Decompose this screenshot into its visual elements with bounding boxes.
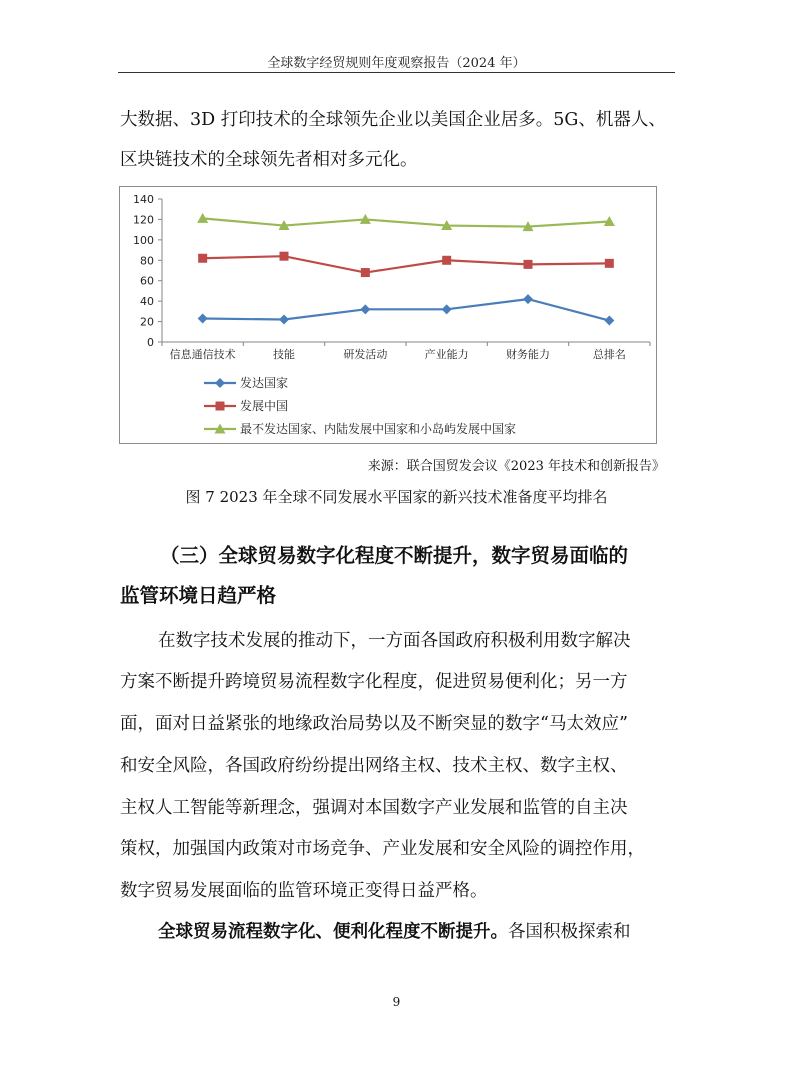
figure-caption: 图 7 2023 年全球不同发展水平国家的新兴技术准备度平均排名 [185, 488, 608, 506]
legend-item-2 [204, 398, 288, 413]
data-point [198, 254, 207, 263]
section-heading-line-1: （三）全球贸易数字化程度不断提升，数字贸易面临的 [160, 544, 629, 567]
chart-source: 来源：联合国贸发会议《2023 年技术和创新报告》 [367, 459, 665, 474]
data-point [523, 294, 533, 304]
data-point [279, 315, 289, 325]
body-line-6: 策权，加强国内政策对市场竞争、产业发展和安全风险的调控作用， [120, 839, 645, 859]
data-point [604, 316, 614, 326]
running-header: 全球数字经贸规则年度观察报告（2024 年） [267, 56, 526, 71]
data-point [524, 260, 533, 269]
x-tick-label: 研发活动 [343, 348, 388, 361]
data-point [442, 256, 451, 265]
series-layer [197, 213, 615, 326]
y-tick-label: 140 [133, 193, 154, 206]
body-line-1: 在数字技术发展的推动下，一方面各国政府积极利用数字解决 [158, 631, 631, 651]
intro-line-2: 区块链技术的全球领先者相对多元化。 [120, 150, 418, 170]
chart-legend [204, 375, 516, 436]
body-line-3: 面，面对日益紧张的地缘政治局势以及不断突显的数字“马太效应” [120, 714, 628, 734]
y-tick-label: 100 [133, 233, 154, 247]
series-1 [198, 294, 615, 325]
data-point [198, 314, 208, 324]
intro-line-1: 大数据、3D 打印技术的全球领先企业以美国企业居多。5G、机器人、 [120, 110, 666, 130]
chart-canvas [120, 187, 656, 443]
legend-marker [216, 402, 225, 411]
body-line-8 [158, 918, 631, 943]
x-tick-label: 技能 [273, 348, 295, 361]
header-rule [118, 72, 675, 73]
data-point [361, 268, 370, 277]
y-tick-label: 80 [140, 254, 154, 268]
data-point [280, 252, 289, 261]
x-tick-label: 财务能力 [506, 348, 550, 361]
legend-label: 最不发达国家、内陆发展中国家和小岛屿发展中国家 [240, 422, 517, 436]
body-line-5: 主权人工智能等新理念，强调对本国数字产业发展和监管的自主决 [120, 798, 628, 818]
body-line-2: 方案不断提升跨境贸易流程数字化程度，促进贸易便利化；另一方 [120, 672, 628, 692]
series-line [203, 218, 610, 226]
x-axis [162, 342, 650, 361]
x-tick-label: 信息通信技术 [169, 348, 236, 361]
legend-marker [215, 378, 225, 388]
body-line-7: 数字贸易发展面临的监管环境正变得日益严格。 [120, 881, 488, 901]
legend-label: 发达国家 [240, 376, 289, 390]
x-tick-label: 产业能力 [424, 348, 469, 361]
page-number: 9 [392, 995, 401, 1009]
legend-item-1 [204, 375, 288, 390]
series-2 [198, 252, 614, 277]
y-tick-label: 20 [140, 315, 154, 329]
series-line [203, 256, 610, 272]
line-chart [119, 186, 657, 444]
x-tick-label: 总排名 [592, 348, 626, 361]
y-tick-label: 0 [147, 336, 154, 349]
body-line-8-bold: 全球贸易流程数字化、便利化程度不断提升。 [158, 922, 508, 942]
series-line [203, 299, 610, 320]
y-tick-label: 40 [140, 295, 154, 309]
data-point [360, 304, 370, 314]
series-3 [197, 213, 615, 231]
y-axis [133, 193, 162, 349]
data-point [442, 304, 452, 314]
y-tick-label: 120 [133, 213, 154, 227]
legend-label: 发展中国 [240, 399, 289, 413]
legend-item-3 [204, 421, 516, 436]
body-line-4: 和安全风险，各国政府纷纷提出网络主权、技术主权、数字主权、 [120, 756, 628, 776]
data-point [605, 259, 614, 268]
y-tick-label: 60 [140, 274, 154, 288]
body-line-8-rest: 各国积极探索和 [508, 922, 631, 942]
section-heading-line-2: 监管环境日趋严格 [120, 584, 277, 607]
